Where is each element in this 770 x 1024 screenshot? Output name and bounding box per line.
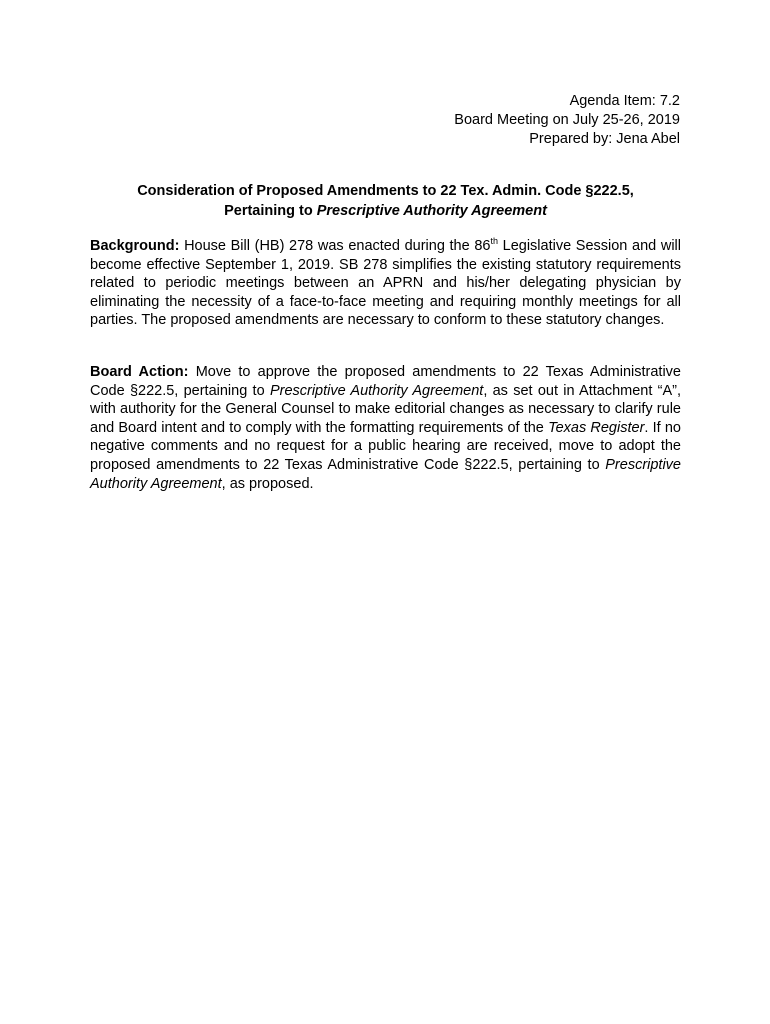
board-action-paragraph xyxy=(90,363,681,493)
agenda-item: Agenda Item: 7.2 xyxy=(569,93,680,109)
board-action-text-2: , as set out in Attachment “A”, with authority for the General Counsel to make editorial changes as necessary to clarify rule and Board intent and to comply with the formatting requirements of the xyxy=(90,382,682,436)
document-header xyxy=(454,92,680,149)
board-action-text-1: Move to approve the proposed amendments to 22 Texas Administrative Code §222.5, pertaining to xyxy=(90,364,681,399)
title-line-2 xyxy=(90,201,681,221)
board-action-italic-2: Texas Register xyxy=(548,419,645,436)
background-superscript: th xyxy=(490,236,498,247)
prepared-by: Prepared by: Jena Abel xyxy=(529,131,680,147)
background-text-1: House Bill (HB) 278 was enacted during the 86 xyxy=(179,238,491,254)
board-action-text-4: , as proposed. xyxy=(221,475,314,492)
background-paragraph xyxy=(90,237,681,330)
board-action-text-3: . If no negative comments and no request for a public hearing are received, move to adopt the proposed amendments to 22 Texas Administrative Code §222.5, pertaining to xyxy=(90,419,681,473)
background-label: Background: xyxy=(90,238,180,254)
title-line-1: Consideration of Proposed Amendments to 22 Tex. Admin. Code §222.5, xyxy=(137,183,634,199)
board-meeting-date: Board Meeting on July 25-26, 2019 xyxy=(454,112,680,128)
document-title xyxy=(90,181,681,221)
title-line-2-prefix: Pertaining to xyxy=(224,203,317,219)
background-text-2: Legislative Session and will become effective September 1, 2019. SB 278 simplifies the existing statutory requirements related to periodic meetings between an APRN and his/her delegating physician by eliminating the necessity of a face-to-face meeting and requiring monthly meetings for all parties. The proposed amendments are necessary to conform to these statutory changes. xyxy=(90,238,681,329)
board-action-italic-3: Prescriptive Authority Agreement xyxy=(90,456,681,492)
board-action-label: Board Action: xyxy=(90,364,189,380)
title-line-2-italic: Prescriptive Authority Agreement xyxy=(316,203,547,219)
board-action-italic-1: Prescriptive Authority Agreement xyxy=(269,382,484,399)
